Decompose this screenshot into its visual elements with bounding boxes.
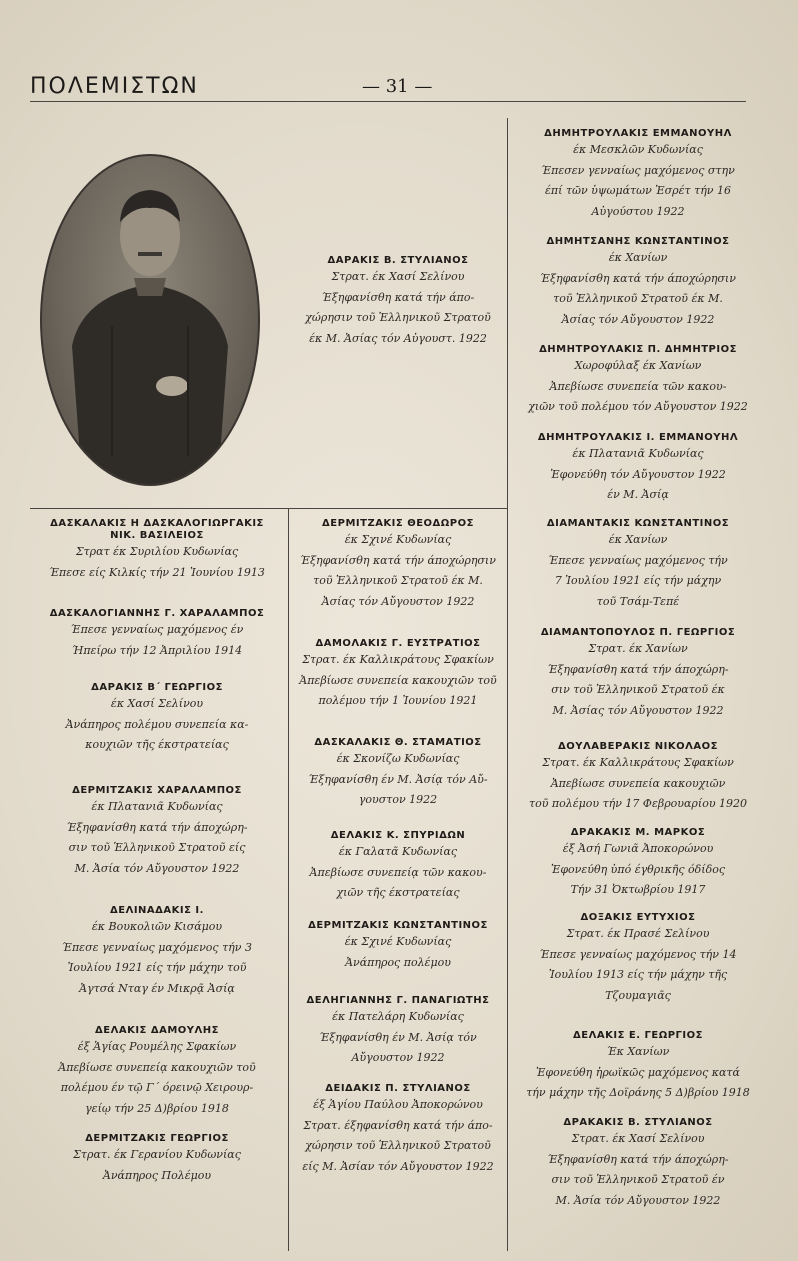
roll-entry xyxy=(512,518,764,612)
entry-line: Έκ Χανίων xyxy=(606,1045,670,1058)
entry-name: ΔΕΛΙΝΑΔΑΚΙΣ Ι. xyxy=(110,905,204,916)
entry-line: Ἀπεβίωσε συνεπεία κακουχιῶν xyxy=(550,776,726,790)
entry-line: Αὐγούστου 1922 xyxy=(591,204,685,218)
entry-name: ΔΗΜΗΤΡΟΥΛΑΚΙΣ ΕΜΜΑΝΟΥΗΛ xyxy=(544,128,732,139)
entry-name: ΔΡΑΚΑΚΙΣ Μ. ΜΑΡΚΟΣ xyxy=(570,827,706,838)
roll-entry xyxy=(292,995,504,1069)
entry-line: Στρατ. έκ Γερανίου Κυδωνίας xyxy=(73,1148,241,1161)
featured-entry xyxy=(292,255,504,349)
roll-entry xyxy=(292,1083,504,1177)
roll-entry xyxy=(512,827,764,901)
entry-name: ΔΙΑΜΑΝΤΟΠΟΥΛΟΣ Π. ΓΕΩΡΓΙΟΣ xyxy=(540,627,736,638)
entry-line: γείῳ τήν 25 Δ)βρίου 1918 xyxy=(85,1101,229,1115)
entry-line: έκ Χασί Σελίνου xyxy=(110,697,204,710)
entry-line: Ἀνάπηρος πολέμου συνεπεία κα- xyxy=(65,717,249,731)
roll-entry xyxy=(292,830,504,904)
entry-line: Ἀσίας τόν Αὔγουστον 1922 xyxy=(321,594,475,608)
entry-name: ΔΟΞΑΚΙΣ ΕΥΤΥΧΙΟΣ xyxy=(580,912,696,923)
entry-line: Στρατ. έκ Πρασέ Σελίνου xyxy=(566,927,710,940)
entry-name: ΔΕΛΗΓΙΑΝΝΗΣ Γ. ΠΑΝΑΓΙΩΤΗΣ xyxy=(306,995,490,1006)
entry-line: πολέμου έν τῷ Γ΄ όρεινῷ Χειρουρ- xyxy=(60,1081,254,1094)
roll-entry xyxy=(30,785,284,879)
entry-line: έπί τῶν ὑψωμάτων Ἐσρέτ τήν 16 xyxy=(545,184,731,197)
entry-line: Στρατ. έκ Καλλικράτους Σφακίων xyxy=(542,756,734,769)
roll-entry xyxy=(292,920,504,973)
header-rule xyxy=(30,101,746,102)
roll-entry xyxy=(512,912,764,1006)
entry-line: Έξηφανίσθη κατά τήν άποχώρη- xyxy=(547,1152,729,1166)
entry-line: χιῶν τῆς έκστρατείας xyxy=(336,886,460,899)
entry-name: ΔΕΡΜΙΤΖΑΚΙΣ ΧΑΡΑΛΑΜΠΟΣ xyxy=(72,785,242,796)
running-header-title: ΠΟΛΕΜΙΣΤΩΝ xyxy=(30,74,199,99)
page-number: — 31 — xyxy=(362,76,433,97)
entry-line: τοῦ Τσάμ-Τεπέ xyxy=(596,594,680,608)
entry-name: ΔΑΡΑΚΙΣ Β. ΣΤΥΛΙΑΝΟΣ xyxy=(327,255,469,266)
entry-line: έκ Πλατανιᾶ Κυδωνίας xyxy=(572,447,704,460)
entry-name: ΔΗΜΗΤΡΟΥΛΑΚΙΣ Ι. ΕΜΜΑΝΟΥΗΛ xyxy=(537,432,739,443)
entry-line: Ἐφονεύθη τόν Αὔγουστον 1922 xyxy=(550,467,726,481)
entry-line: Ἀπεβίωσε συνεπείᾳ κακουχιῶν τοῦ xyxy=(58,1060,256,1074)
column-divider-left xyxy=(288,508,289,1251)
entry-line: χώρησιν τοῦ Ἑλληνικοῦ Στρατοῦ xyxy=(305,311,491,324)
entry-line: Μ. Ἀσία τόν Αὔγουστον 1922 xyxy=(555,1193,721,1207)
entry-line: έκ Χανίων xyxy=(608,251,668,264)
soldier-portrait-photo xyxy=(40,154,260,486)
entry-line: χώρησιν τοῦ Ἑλληνικοῦ Στρατοῦ xyxy=(305,1139,491,1152)
roll-entry xyxy=(512,741,764,815)
entry-line: έκ Πατελάρη Κυδωνίας xyxy=(332,1010,464,1023)
entry-line: Έξηφανίσθη κατά τήν άποχώρησιν xyxy=(300,553,496,567)
entry-line: Στρατ. έκ Χασί Σελίνου xyxy=(331,270,465,283)
roll-entry xyxy=(30,905,284,999)
roll-entry xyxy=(292,737,504,811)
entry-line: γουστον 1922 xyxy=(358,793,438,806)
entry-line: Ἀνάπηρος πολέμου xyxy=(345,955,451,969)
entry-line: Ἀσίας τόν Αὔγουστον 1922 xyxy=(561,312,715,326)
entry-line: έκ Γαλατᾶ Κυδωνίας xyxy=(338,845,458,858)
entry-line: χιῶν τοῦ πολέμου τόν Αὔγουστον 1922 xyxy=(528,400,748,413)
entry-name: ΔΕΛΑΚΙΣ ΔΑΜΟΥΛΗΣ xyxy=(95,1025,219,1036)
entry-line: Τζουμαγιᾶς xyxy=(605,988,671,1002)
column-divider-right xyxy=(507,118,508,1251)
entry-line: έκ Μ. Ἀσίας τόν Αὐγουστ. 1922 xyxy=(309,331,487,345)
entry-name: ΔΕΙΔΑΚΙΣ Π. ΣΤΥΛΙΑΝΟΣ xyxy=(325,1083,471,1094)
entry-name: ΔΕΛΑΚΙΣ Ε. ΓΕΩΡΓΙΟΣ xyxy=(573,1030,703,1041)
entry-line: είς Μ. Ἀσίαν τόν Αὔγουστον 1922 xyxy=(302,1159,494,1173)
entry-name: ΔΗΜΗΤΣΑΝΗΣ ΚΩΝΣΤΑΝΤΙΝΟΣ xyxy=(546,236,730,247)
entry-name: ΔΑΜΟΛΑΚΙΣ Γ. ΕΥΣΤΡΑΤΙΟΣ xyxy=(315,638,481,649)
roll-entry xyxy=(30,1133,284,1186)
entry-line: έξ Ἁγίου Παύλου Ἀποκορώνου xyxy=(313,1098,483,1111)
entry-line: έκ Χανίων xyxy=(608,533,668,546)
roll-entry xyxy=(30,682,284,756)
entry-line: έκ Σχινέ Κυδωνίας xyxy=(344,533,452,546)
entry-line: Στρατ έκ Συριλίου Κυδωνίας xyxy=(75,545,239,558)
entry-line: Έξηφανίσθη κατά τήν άποχώρη- xyxy=(547,662,729,676)
entry-line: Χωροφύλαξ έκ Χανίων xyxy=(574,359,702,372)
entry-line: Ἰουλίου 1913 είς τήν μάχην τῆς xyxy=(548,968,728,981)
roll-entry xyxy=(512,432,764,506)
entry-line: Ἀγτσά Νταγ έν Μικρᾷ Ἀσίᾳ xyxy=(79,981,235,995)
roll-entry xyxy=(292,518,504,612)
portrait-figure-image xyxy=(42,156,258,484)
entry-line: έκ Βουκολιῶν Κισάμου xyxy=(91,920,223,933)
entry-line: Μ. Ἀσίας τόν Αὔγουστον 1922 xyxy=(552,703,724,717)
entry-line: τοῦ Ἑλληνικοῦ Στρατοῦ έκ Μ. xyxy=(553,292,723,305)
entry-line: Έξηφανίσθη έν Μ. Ἀσίᾳ τόν xyxy=(319,1030,477,1044)
entry-name: ΔΕΛΑΚΙΣ Κ. ΣΠΥΡΙΔΩΝ xyxy=(330,830,466,841)
entry-line: Έπεσεν γενναίως μαχόμενος στην xyxy=(541,163,735,177)
roll-entry xyxy=(512,236,764,330)
entry-line: τοῦ Ἑλληνικοῦ Στρατοῦ έκ Μ. xyxy=(313,574,483,587)
entry-line: έκ Πλατανιᾶ Κυδωνίας xyxy=(91,800,223,813)
entry-line: σιν τοῦ Ἑλληνικοῦ Στρατοῦ είς xyxy=(68,841,246,854)
roll-entry xyxy=(512,1117,764,1211)
entry-name: ΔΡΑΚΑΚΙΣ Β. ΣΤΥΛΙΑΝΟΣ xyxy=(563,1117,713,1128)
entry-name: ΔΕΡΜΙΤΖΑΚΙΣ ΚΩΝΣΤΑΝΤΙΝΟΣ xyxy=(308,920,488,931)
entry-line: Στρατ. έκ Χανίων xyxy=(588,642,688,655)
entry-line: Ἐφονεύθη ἡρωϊκῶς μαχόμενος κατά xyxy=(536,1065,740,1079)
entry-name: ΔΕΡΜΙΤΖΑΚΙΣ ΘΕΟΔΩΡΟΣ xyxy=(322,518,474,529)
roll-entry xyxy=(512,344,764,418)
entry-line: σιν τοῦ Ἑλληνικοῦ Στρατοῦ έν xyxy=(551,1173,725,1186)
entry-line: Ἐφονεύθη ὑπό έγθρικῆς όδίδος xyxy=(550,862,726,876)
entry-name: ΔΙΑΜΑΝΤΑΚΙΣ ΚΩΝΣΤΑΝΤΙΝΟΣ xyxy=(546,518,730,529)
entry-line: τοῦ πολέμου τήν 17 Φεβρουαρίου 1920 xyxy=(529,797,747,810)
entry-name: ΔΕΡΜΙΤΖΑΚΙΣ ΓΕΩΡΓΙΟΣ xyxy=(85,1133,229,1144)
entry-line: Ἰουλίου 1921 είς τήν μάχην τοῦ xyxy=(67,961,247,974)
entry-name: ΔΑΡΑΚΙΣ Β΄ ΓΕΩΡΓΙΟΣ xyxy=(91,682,223,693)
entry-name: ΔΗΜΗΤΡΟΥΛΑΚΙΣ Π. ΔΗΜΗΤΡΙΟΣ xyxy=(539,344,737,355)
entry-line: Ἀπεβίωσε συνεπείᾳ τῶν κακου- xyxy=(309,865,487,879)
entry-name: ΔΑΣΚΑΛΟΓΙΑΝΝΗΣ Γ. ΧΑΡΑΛΑΜΠΟΣ xyxy=(49,608,265,619)
roll-entry xyxy=(30,518,284,583)
roll-entry xyxy=(30,608,284,661)
entry-line: Ήπείρω τήν 12 Ἀπριλίου 1914 xyxy=(71,643,243,657)
entry-line: 7 Ἰουλίου 1921 είς τήν μάχην xyxy=(554,574,722,587)
entry-name: ΔΑΣΚΑΛΑΚΙΣ Η ΔΑΣΚΑΛΟΓΙΩΡΓΑΚΙΣ xyxy=(50,518,264,529)
entry-line: τήν μάχην τῆς Δοϊράνης 5 Δ)βρίου 1918 xyxy=(526,1086,750,1099)
entry-line: Έπεσε είς Κιλκίς τήν 21 Ἰουνίου 1913 xyxy=(49,565,265,579)
entry-name: ΝΙΚ. ΒΑΣΙΛΕΙΟΣ xyxy=(110,530,204,541)
entry-line: Έξηφανίσθη έν Μ. Ἀσίᾳ τόν Αὔ- xyxy=(308,772,488,786)
roll-entry xyxy=(30,1025,284,1119)
entry-line: έν Μ. Ἀσίᾳ xyxy=(607,488,669,501)
entry-line: πολέμου τήν 1 Ἰουνίου 1921 xyxy=(318,694,478,707)
entry-line: Μ. Ἀσία τόν Αὔγουστον 1922 xyxy=(74,861,240,875)
entry-line: Στρατ. έκ Χασί Σελίνου xyxy=(571,1132,705,1145)
entry-name: ΔΑΣΚΑΛΑΚΙΣ Θ. ΣΤΑΜΑΤΙΟΣ xyxy=(314,737,482,748)
entry-line: Ἀνάπηρος Πολέμου xyxy=(102,1168,212,1182)
entry-line: Έπεσε γενναίως μαχόμενος τήν 3 xyxy=(62,940,252,954)
entry-line: Έξηφανίσθη κατά τήν άπο- xyxy=(321,290,475,304)
entry-line: Ἀπεβίωσε συνεπεία κακουχιῶν τοῦ xyxy=(299,673,497,687)
entry-line: κουχιῶν τῆς έκστρατείας xyxy=(85,738,229,751)
entry-line: Έπεσε γενναίως μαχόμενος έν xyxy=(70,623,244,636)
roll-entry xyxy=(512,128,764,222)
entry-line: έκ Σχινέ Κυδωνίας xyxy=(344,935,452,948)
entry-line: έκ Μεσκλῶν Κυδωνίας xyxy=(573,143,703,156)
entry-line: έξ Ἁγίας Ρουμέλης Σφακίων xyxy=(77,1040,237,1053)
roll-entry xyxy=(512,1030,764,1104)
entry-line: Στρατ. έκ Καλλικράτους Σφακίων xyxy=(302,653,494,666)
roll-entry xyxy=(292,638,504,712)
entry-line: έκ Σκονίζω Κυδωνίας xyxy=(336,752,460,765)
entry-line: Αὔγουστον 1922 xyxy=(351,1051,445,1064)
entry-name: ΔΟΥΛΑΒΕΡΑΚΙΣ ΝΙΚΟΛΑΟΣ xyxy=(558,741,718,752)
entry-line: Έξηφανίσθη κατά τήν άποχώρη- xyxy=(66,820,248,834)
entry-line: Έπεσε γενναίως μαχόμενος τήν xyxy=(548,553,728,567)
roll-entry xyxy=(512,627,764,721)
portrait-section-rule xyxy=(30,508,507,509)
entry-line: Στρατ. έξηφανίσθη κατά τήν άπο- xyxy=(303,1118,493,1132)
entry-line: Ἀπεβίωσε συνεπεία τῶν κακου- xyxy=(549,379,727,393)
entry-line: σιν τοῦ Ἑλληνικοῦ Στρατοῦ έκ xyxy=(551,683,725,696)
entry-line: Τήν 31 Ὀκτωβρίου 1917 xyxy=(570,883,706,896)
entry-line: Έξηφανίσθη κατά τήν άποχώρησιν xyxy=(540,271,736,285)
entry-line: έξ Ἀσή Γωνιᾶ Ἀποκορώνου xyxy=(562,842,714,855)
entry-line: Έπεσε γενναίως μαχόμενος τήν 14 xyxy=(539,947,737,961)
